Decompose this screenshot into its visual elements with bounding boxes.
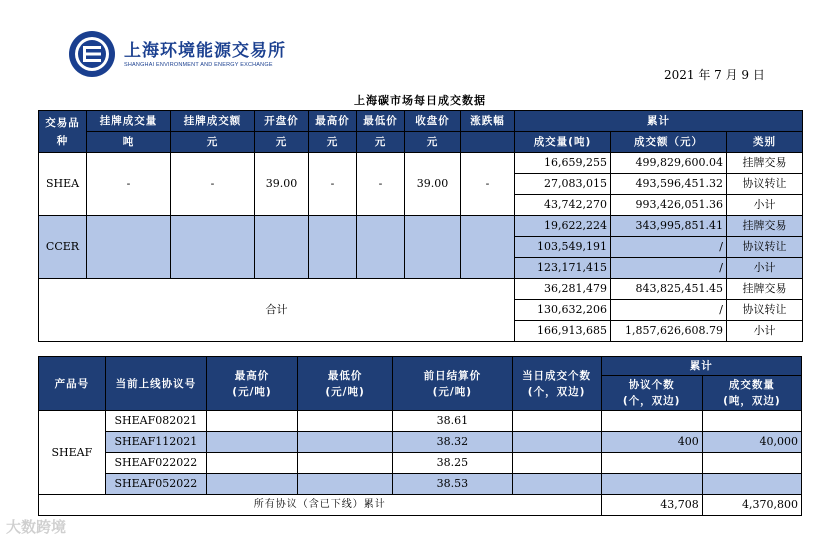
cell: -: [461, 153, 515, 216]
cell: [255, 216, 309, 279]
cell: 挂牌交易: [727, 279, 803, 300]
header-contract: 当前上线协议号: [105, 357, 206, 411]
header-close: 收盘价: [405, 111, 461, 132]
variety-shea: SHEA: [39, 153, 87, 216]
cell: 843,825,451.45: [611, 279, 727, 300]
cell: [206, 474, 297, 495]
header-settle-label: 前日结算价: [423, 369, 482, 382]
exchange-logo: [68, 30, 116, 78]
header-settle-unit: (元/吨): [432, 385, 473, 398]
header-cum-count-label: 协议个数: [628, 379, 675, 391]
table-row: [39, 411, 802, 432]
header-cumulative: 累计: [601, 357, 801, 376]
header-product: 产品号: [39, 357, 106, 411]
header-low-unit: (元/吨): [325, 385, 365, 398]
cell: [206, 411, 297, 432]
header-cum-qty: [702, 376, 801, 411]
footer-cum-qty: 4,370,800: [702, 495, 801, 516]
header-high: [206, 357, 297, 411]
header-count: [512, 357, 601, 411]
cell: [512, 411, 601, 432]
header-high: 最高价: [309, 111, 357, 132]
cell: [461, 216, 515, 279]
cell: 协议转让: [727, 174, 803, 195]
cell: 1,857,626,608.79: [611, 321, 727, 342]
unit-low: 元: [357, 132, 405, 153]
header-high-unit: (元/吨): [232, 385, 272, 398]
cell: [298, 474, 393, 495]
cell: [206, 453, 297, 474]
cell: 27,083,015: [515, 174, 611, 195]
cell: 挂牌交易: [727, 153, 803, 174]
cell: -: [309, 153, 357, 216]
cell: [601, 474, 702, 495]
cell: [702, 474, 801, 495]
unit-listed-amt: 元: [171, 132, 255, 153]
cell: SHEAF082021: [105, 411, 206, 432]
header-open: 开盘价: [255, 111, 309, 132]
table-row: [39, 474, 802, 495]
header-high-label: 最高价: [234, 369, 270, 382]
footer-cum-count: 43,708: [601, 495, 702, 516]
cell: SHEAF052022: [105, 474, 206, 495]
header-cum-qty-unit: (吨，双边): [723, 395, 781, 407]
cell: /: [611, 237, 727, 258]
cell: [512, 453, 601, 474]
cell: 166,913,685: [515, 321, 611, 342]
unit-high: 元: [309, 132, 357, 153]
cell: 小计: [727, 195, 803, 216]
cell: /: [611, 300, 727, 321]
cell: 499,829,600.04: [611, 153, 727, 174]
report-date: 2021 年 7 月 9 日: [664, 68, 765, 82]
header-count-label: 当日成交个数: [522, 369, 592, 382]
cell: [309, 216, 357, 279]
cell: 39.00: [255, 153, 309, 216]
table-row: [39, 432, 802, 453]
cell: [702, 411, 801, 432]
cell: [702, 453, 801, 474]
cell: [601, 411, 702, 432]
cell: SHEAF112021: [105, 432, 206, 453]
cell: 16,659,255: [515, 153, 611, 174]
cell: [357, 216, 405, 279]
cell: 400: [601, 432, 702, 453]
unit-open: 元: [255, 132, 309, 153]
header-variety: 交易品种: [39, 111, 87, 153]
unit-change: [461, 132, 515, 153]
cell: [87, 216, 171, 279]
header-low-label: 最低价: [327, 369, 363, 382]
cell: 39.00: [405, 153, 461, 216]
cell: 103,549,191: [515, 237, 611, 258]
cell: SHEAF022022: [105, 453, 206, 474]
watermark: 大数跨境: [6, 518, 67, 536]
cell: 小计: [727, 321, 803, 342]
cell: 挂牌交易: [727, 216, 803, 237]
brand-name: 上海环境能源交易所: [124, 41, 286, 61]
cell: [512, 432, 601, 453]
unit-listed-vol: 吨: [87, 132, 171, 153]
header-low: [298, 357, 393, 411]
unit-cum-vol: 成交量(吨): [515, 132, 611, 153]
table-row: [39, 153, 803, 174]
table-row: [39, 216, 803, 237]
cell: [298, 453, 393, 474]
cell: -: [87, 153, 171, 216]
cell: -: [357, 153, 405, 216]
total-label: 合计: [39, 279, 515, 342]
header-settle: [393, 357, 512, 411]
cell: [601, 453, 702, 474]
header-count-unit: (个，双边): [527, 385, 586, 398]
futures-table: [38, 356, 802, 516]
cell: 43,742,270: [515, 195, 611, 216]
cell: 40,000: [702, 432, 801, 453]
header-listed-amt: 挂牌成交额: [171, 111, 255, 132]
cell: 343,995,851.41: [611, 216, 727, 237]
footer-label: 所有协议（含已下线）累计: [39, 495, 602, 516]
cell: 993,426,051.36: [611, 195, 727, 216]
product-sheaf: SHEAF: [39, 411, 106, 495]
brand-name-en: SHANGHAI ENVIRONMENT AND ENERGY EXCHANGE: [124, 62, 273, 68]
cell: [405, 216, 461, 279]
header-change: 涨跌幅: [461, 111, 515, 132]
cell: -: [171, 153, 255, 216]
cell: 38.25: [393, 453, 512, 474]
unit-cum-amt: 成交额（元）: [611, 132, 727, 153]
header-listed-vol: 挂牌成交量: [87, 111, 171, 132]
header-cumulative: 累计: [515, 111, 803, 132]
cell: 493,596,451.32: [611, 174, 727, 195]
cell: 123,171,415: [515, 258, 611, 279]
cell: 130,632,206: [515, 300, 611, 321]
variety-ccer: CCER: [39, 216, 87, 279]
cell: 36,281,479: [515, 279, 611, 300]
carbon-market-table: [38, 110, 803, 342]
cell: [171, 216, 255, 279]
header-cum-count-unit: (个，双边): [622, 395, 681, 407]
cell: [298, 432, 393, 453]
cell: 小计: [727, 258, 803, 279]
header-cum-count: [601, 376, 702, 411]
table-row: [39, 279, 803, 300]
cell: [512, 474, 601, 495]
header-cum-qty-label: 成交数量: [728, 379, 775, 391]
cell: 38.61: [393, 411, 512, 432]
cell: [206, 432, 297, 453]
table-caption: 上海碳市场每日成交数据: [354, 94, 486, 107]
header-low: 最低价: [357, 111, 405, 132]
cell: 38.53: [393, 474, 512, 495]
table-row: [39, 453, 802, 474]
cell: [298, 411, 393, 432]
cell: 38.32: [393, 432, 512, 453]
cell: 19,622,224: [515, 216, 611, 237]
table-row: [39, 495, 802, 516]
cell: 协议转让: [727, 300, 803, 321]
unit-category: 类别: [727, 132, 803, 153]
unit-close: 元: [405, 132, 461, 153]
cell: /: [611, 258, 727, 279]
cell: 协议转让: [727, 237, 803, 258]
